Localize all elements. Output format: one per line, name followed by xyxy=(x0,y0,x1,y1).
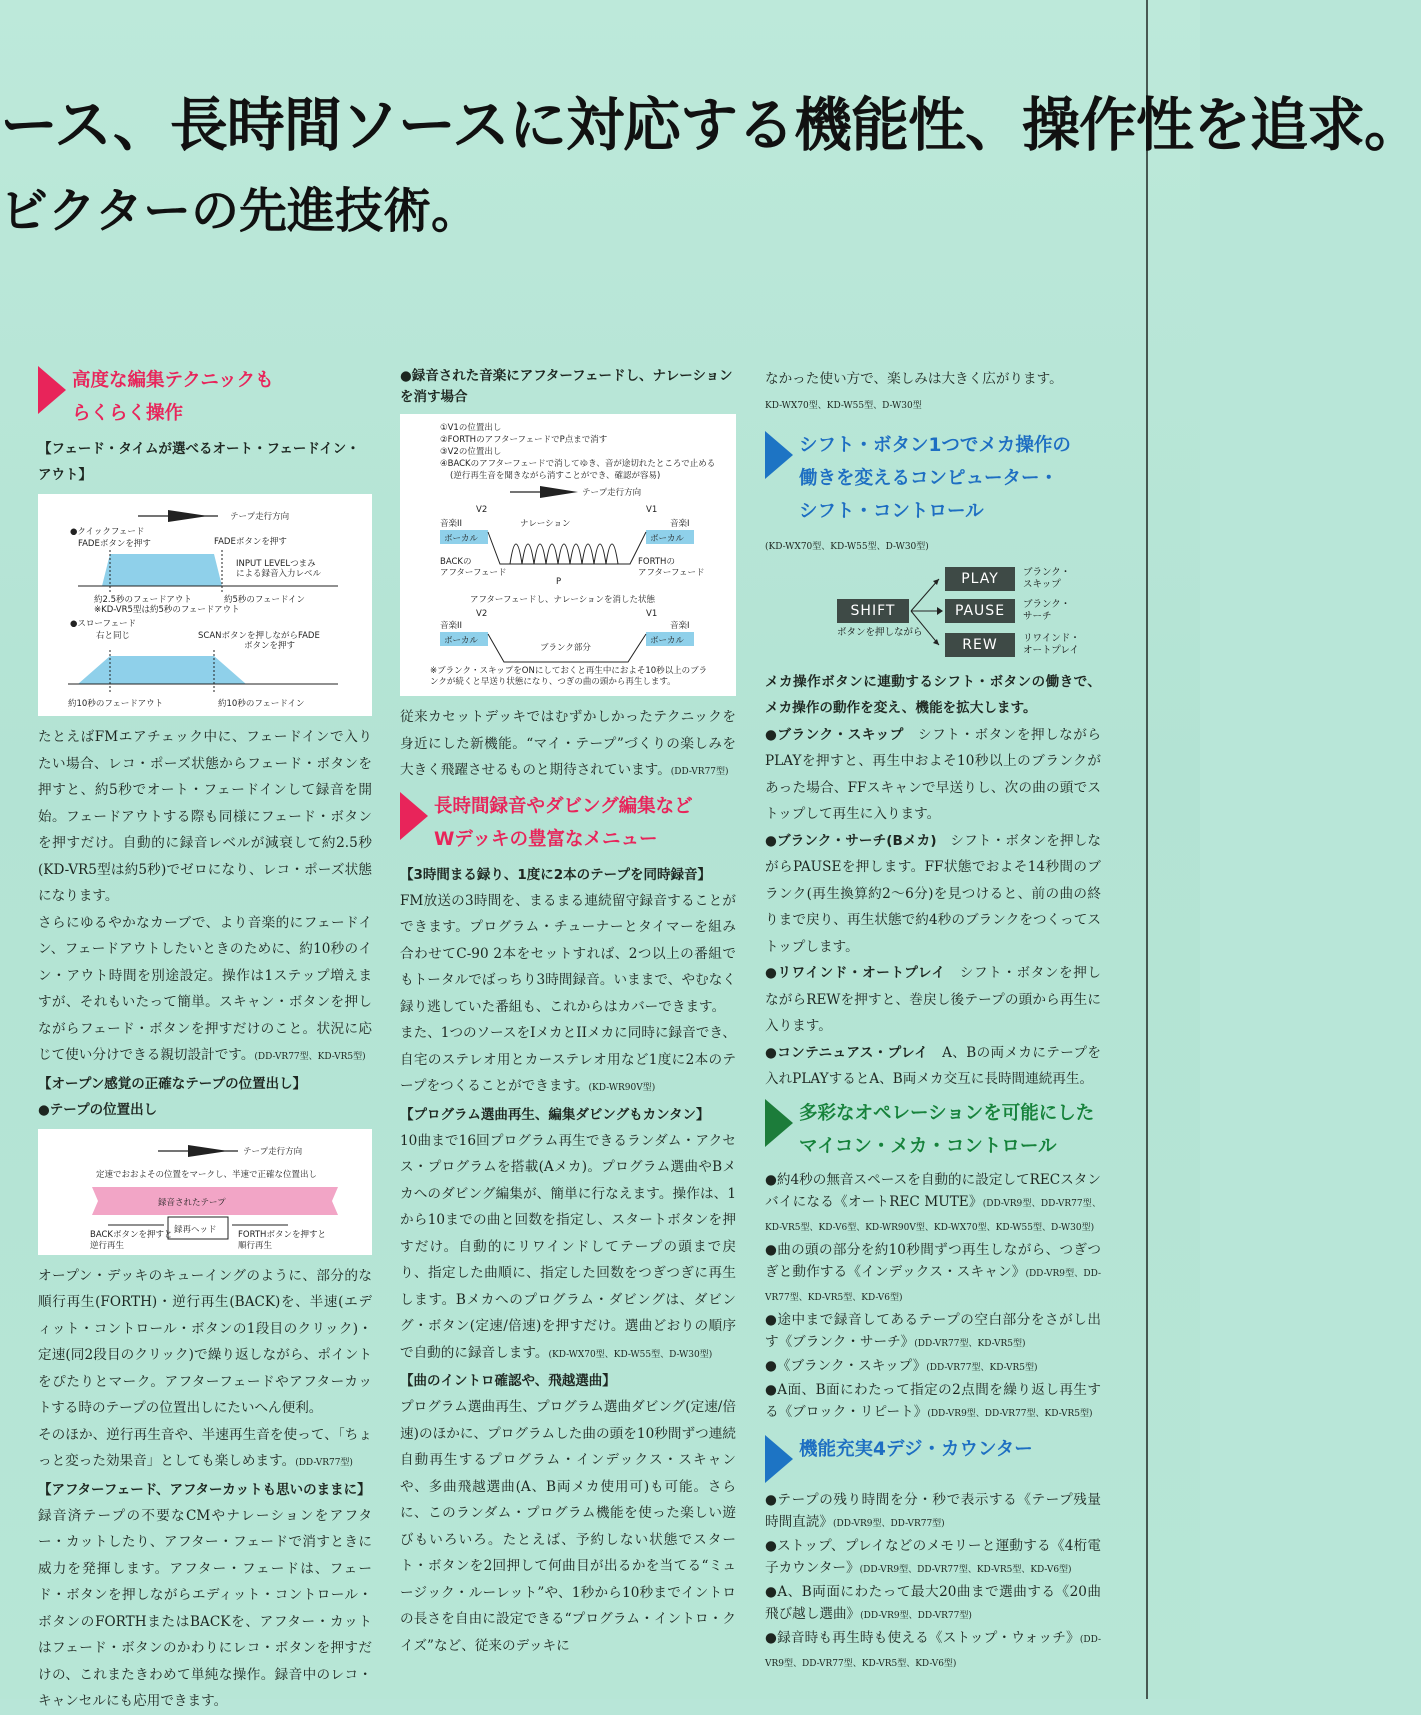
tape-position-diagram xyxy=(38,1129,372,1255)
tape-position-svg xyxy=(38,1129,372,1255)
fig3-v1: V1 xyxy=(646,505,658,515)
feature-text: ●途中まで録音してあるテープの空白部分をさがし出す《ブランク・サーチ》 xyxy=(765,1311,1101,1350)
fig2-mark: 定速でおおよその位置をマークし、半速で正確な位置出し xyxy=(96,1169,318,1180)
fig1-vr5: ※KD-VR5型は約5秒のフェードアウト xyxy=(94,605,240,615)
paragraph-text: さらにゆるやかなカーブで、より音楽的にフェードイン、フェードアウトしたいときのために、約10秒のイン・アウト時間を別途設定。操作は1ステップ増えますが、それもいたって簡単。スキャン・ボタンを押しながらフェード・ボタンを押すだけのこと。状況に応じて使い分けできる親切設計です。 xyxy=(38,914,372,1063)
shift-diagram xyxy=(765,565,1101,661)
feature-item xyxy=(765,1535,1101,1581)
column-2 xyxy=(400,366,736,1659)
lead-bullet: ●録音された音楽にアフターフェードし、ナレーションを消す場合 xyxy=(400,368,733,405)
fig3-music2: 音楽II xyxy=(440,621,463,631)
model-note: (DD-VR9型、DD-VR77型、KD-VR5型、KD-V6型) xyxy=(765,1268,1101,1303)
fig2-direction: テープ走行方向 xyxy=(243,1146,303,1157)
subheading-tape-position: ●テープの位置出し xyxy=(38,1101,158,1118)
fig1-direction: テープ走行方向 xyxy=(230,512,290,522)
model-note: (DD-VR77型、KD-VR5型) xyxy=(254,1052,366,1062)
paragraph xyxy=(400,704,736,786)
bullet-item xyxy=(765,828,1101,961)
model-note: (DD-VR77型、KD-VR5型) xyxy=(926,1362,1038,1373)
paragraph: なかった使い方で、楽しみは大きく広がります。 xyxy=(765,371,1063,387)
shift-caption: ボタンを押しながら xyxy=(837,626,923,638)
paragraph-text: 従来カセットデッキではむずかしかったテクニックを身近にした新機能。“マイ・テープ”づくりの楽しみを大きく飛躍させるものと期待されています。 xyxy=(400,709,736,778)
fig3-back-af: BACKの xyxy=(440,557,472,567)
triangle-marker-icon xyxy=(765,1099,793,1147)
model-note: (KD-WR90V型) xyxy=(588,1083,656,1093)
section-title-line: シフト・コントロール xyxy=(799,501,984,522)
column-1 xyxy=(38,360,372,1715)
fig3-forth-af: FORTHの xyxy=(638,557,675,567)
triangle-marker-icon xyxy=(38,366,66,414)
model-note: (DD-VR9型、DD-VR77型、KD-VR5型、KD-V6型、KD-WR90V型、KD-WX70型、KD-W55型、D-W30型) xyxy=(765,1198,1102,1233)
bullet-item xyxy=(765,960,1101,1040)
fig3-vocal: ボーカル xyxy=(650,636,684,646)
model-note: (DD-VR9型、DD-VR77型、KD-VR5型、KD-V6型) xyxy=(859,1564,1072,1575)
fig1-fade-btn: FADEボタンを押す xyxy=(78,539,151,549)
fig3-blank: ブランク部分 xyxy=(540,643,591,653)
feature-item xyxy=(765,1355,1101,1379)
section-title-line: Wデッキの豊富なメニュー xyxy=(434,828,658,850)
feature-item xyxy=(765,1239,1101,1309)
section-title-line: 機能充実4デジ・カウンター xyxy=(799,1438,1033,1460)
model-note: (DD-VR9型、DD-VR77型、KD-VR5型、KD-V6型) xyxy=(765,1634,1101,1669)
paragraph-text: また、1つのソースをIメカとIIメカに同時に録音でき、自宅のステレオ用とカーステレオ用など1度に2本のテープをつくることができます。 xyxy=(400,1025,736,1094)
fig1-fadein10: 約10秒のフェードイン xyxy=(218,699,305,709)
feature-text: ●曲の頭の部分を約10秒間ずつ再生しながら、つぎつぎと動作する《インデックス・スキャン》 xyxy=(765,1241,1101,1280)
fig2-tape: 録音されたテープ xyxy=(158,1197,226,1208)
feature-item xyxy=(765,1309,1101,1355)
fig3-p: P xyxy=(556,577,562,587)
section-heading-shift xyxy=(765,429,1101,528)
paragraph xyxy=(400,1020,736,1102)
fig3-v1: V1 xyxy=(646,609,658,619)
paragraph-text: 10曲まで16回プログラム再生できるランダム・アクセス・プログラムを搭載(Aメカ)。プログラム選曲やBメカへのダビング編集が、簡単に行なえます。操作は、1から10までの曲と回数を指定し、スタートボタンを押すだけ。自動的にリワインドしてテープの頭まで戻り、指定した曲順に、指定した回数をつぎつぎに再生します。Bメカへのプログラム・ダビングは、ダビング・ボタン(定速/倍速)を押すだけ。選曲どおりの順序で自動的に録音します。 xyxy=(400,1132,736,1361)
model-note: (DD-VR77型、KD-VR5型) xyxy=(914,1338,1026,1349)
model-note: KD-WX70型、KD-W55型、D-W30型 xyxy=(765,400,922,411)
feature-text: ●《ブランク・スキップ》 xyxy=(765,1357,927,1374)
page-edge-line xyxy=(1146,0,1148,1699)
fig3-step: ②FORTHのアフターフェードでP点まで消す xyxy=(440,435,608,445)
feature-item xyxy=(765,1379,1101,1425)
paragraph: 録音済テープの不要なCMやナレーションをアフター・カットしたり、アフター・フェードで消すときに威力を発揮します。アフター・フェードは、フェード・ボタンを押しながらエディット・コントロール・ボタンのFORTHまたはBACKを、アフター・カットはフェード・ボタンのかわりにレコ・ボタンを押すだけの、これまたきわめて単純な操作。録音中のレコ・キャンセルにも応用できます。 xyxy=(38,1507,372,1709)
section-title-line: シフト・ボタン1つでメカ操作の xyxy=(799,435,1071,456)
subheading-fade: 【フェード・タイムが選べるオート・フェードイン・アウト】 xyxy=(38,441,360,483)
subheading-program: 【プログラム選曲再生、編集ダビングもカンタン】 xyxy=(400,1106,710,1123)
model-note: (KD-WX70型、KD-W55型、D-W30型) xyxy=(548,1349,713,1360)
shift-button-graphic: SHIFT xyxy=(837,599,909,623)
subheading-intro: 【曲のイントロ確認や、飛越選曲】 xyxy=(400,1373,616,1389)
rew-button-graphic: REW xyxy=(945,633,1015,657)
section-title-line: 多彩なオペレーションを可能にした xyxy=(799,1102,1095,1124)
fig3-step: ④BACKのアフターフェードで消してゆき、音が途切れたところで止める xyxy=(440,459,716,469)
headline: ース、長時間ソースに対応する機能性、操作性を追求。 xyxy=(0,91,1421,159)
feature-item xyxy=(765,1581,1101,1627)
fig1-scan-2: ボタンを押す xyxy=(244,641,296,651)
section-heading-wdeck xyxy=(400,790,736,856)
fig3-vocal: ボーカル xyxy=(650,534,684,544)
fig3-vocal: ボーカル xyxy=(444,636,478,646)
paragraph xyxy=(38,910,372,1071)
bullet-item xyxy=(765,1040,1101,1093)
feature-item xyxy=(765,1169,1101,1239)
fig3-note: ※ブランク・スキップをONにしておくと再生中におよそ10秒以上のブランクが続くと早送り状態になり、つぎの曲の頭から再生します。 xyxy=(430,666,708,687)
paragraph: FM放送の3時間を、まるまる連続留守録音することができます。プログラム・チューナーとタイマーを組み合わせてC-90 2本をセットすれば、2つ以上の番組でもトータルでばっちり3時間録音。いままで、やむなく録り逃していた番組も、これからはカバーできます。 xyxy=(400,892,736,1015)
triangle-marker-icon xyxy=(765,431,793,479)
model-note: (KD-WX70型、KD-W55型、D-W30型) xyxy=(765,542,929,552)
fig3-narration: ナレーション xyxy=(520,519,571,529)
bullet-text: シフト・ボタンを押しながらREWを押すと、巻戻し後テープの頭から再生に入ります。 xyxy=(765,965,1102,1034)
pause-button-graphic: PAUSE xyxy=(945,599,1015,623)
fig2-forth-1: FORTHボタンを押すと xyxy=(238,1229,326,1240)
fig3-after-title: アフターフェードし、ナレーションを消した状態 xyxy=(470,595,656,605)
fig1-fade-btn2: FADEボタンを押す xyxy=(214,537,287,547)
section-title-line: 働きを変えるコンピューター・ xyxy=(799,468,1059,489)
section-title-line: マイコン・メカ・コントロール xyxy=(799,1135,1057,1157)
fig3-v2: V2 xyxy=(476,609,488,619)
feature-text: ●録音時も再生時も使える《ストップ・ウォッチ》 xyxy=(765,1629,1080,1646)
fade-diagram xyxy=(38,494,372,716)
rew-label: リワインド・ オートプレイ xyxy=(1023,632,1080,656)
fig2-forth-2: 順行再生 xyxy=(238,1240,273,1251)
play-label: ブランク・ スキップ xyxy=(1023,566,1071,590)
bullet-title: ●リワインド・オートプレイ xyxy=(765,965,946,981)
bullet-text: A、Bの両メカにテープを入れPLAYするとA、B両メカ交互に長時間連続再生。 xyxy=(765,1044,1101,1087)
subheading-afterfade: 【アフターフェード、アフターカットも思いのままに】 xyxy=(38,1481,371,1498)
paragraph: たとえばFMエアチェック中に、フェードインで入りたい場合、レコ・ポーズ状態からフェード・ボタンを押すと、約5秒でオート・フェードインして録音を開始。フェードアウトする際も同様にフェード・ボタンを押すだけ。自動的に録音レベルが減衰して約2.5秒(KD-VR5型は約5秒)でゼロになり、レコ・ポーズ状態になります。 xyxy=(38,729,372,904)
fig3-music2: 音楽II xyxy=(440,519,463,529)
section-heading-editing xyxy=(38,364,372,430)
feature-text: ●A、B両面にわたって最大20曲まで選曲する《20曲飛び越し選曲》 xyxy=(765,1583,1101,1622)
subheadline: ビクターの先進技術。 xyxy=(0,183,480,239)
section-title-line: 長時間録音やダビング編集など xyxy=(434,795,693,817)
fig1-same: 右と同じ xyxy=(96,631,131,641)
fade-diagram-svg xyxy=(38,494,372,716)
section-title-line: らくらく操作 xyxy=(72,403,184,424)
subheading-position: 【オープン感覚の正確なテープの位置出し】 xyxy=(38,1075,307,1092)
shift-arrows-svg xyxy=(909,565,945,661)
fig2-back-1: BACKボタンを押すと xyxy=(90,1229,173,1240)
fig1-scan-1: SCANボタンを押しながらFADE xyxy=(198,631,320,641)
section-heading-micon xyxy=(765,1097,1101,1163)
fig2-back-2: 逆行再生 xyxy=(90,1240,125,1251)
column-3 xyxy=(765,366,1101,1675)
feature-text: ●テープの残り時間を分・秒で表示する《テープ残量時間直読》 xyxy=(765,1491,1101,1530)
triangle-marker-icon xyxy=(765,1435,793,1483)
fig1-input-level-1: INPUT LEVELつまみ xyxy=(236,559,316,569)
fig1-slow: ●スローフェード xyxy=(70,619,137,629)
feature-item xyxy=(765,1489,1101,1535)
feature-text: ●A面、B面にわたって指定の2点間を繰り返し再生する《ブロック・リピート》 xyxy=(765,1381,1101,1420)
fig1-fadeout25: 約2.5秒のフェードアウト xyxy=(94,595,192,605)
afterfade-svg xyxy=(400,414,726,696)
fig3-direction: テープ走行方向 xyxy=(582,488,642,498)
paragraph: オープン・デッキのキューイングのように、部分的な順行再生(FORTH)・逆行再生(BACK)を、半速(エディット・コントロール・ボタンの1段目のクリック)・定速(同2段目のクリック)で繰り返しながら、ポイントをぴたりとマーク。アフターフェードやアフターカットする時のテープの位置出しにたいへん便利。 xyxy=(38,1267,372,1416)
section-heading-counter xyxy=(765,1433,1101,1483)
paragraph: メカ操作ボタンに連動するシフト・ボタンの働きで、メカ操作の動作を変え、機能を拡大します。 xyxy=(765,673,1101,716)
subheading-3hour: 【3時間まる録り、1度に2本のテープを同時録音】 xyxy=(400,866,712,883)
bullet-title: ●ブランク・スキップ xyxy=(765,726,904,743)
bullet-item xyxy=(765,722,1101,828)
pause-label: ブランク・ サーチ xyxy=(1023,598,1071,622)
fig3-step: ①V1の位置出し xyxy=(440,423,502,433)
bullet-title: ●コンテニュアス・プレイ xyxy=(765,1044,929,1061)
paragraph xyxy=(38,1422,372,1477)
model-note: (DD-VR77型) xyxy=(295,1458,353,1468)
fig1-quick: ●クイックフェード xyxy=(70,527,145,537)
feature-text: ●約4秒の無音スペースを自動的に設定してRECスタンバイになる《オートREC MUTE》 xyxy=(765,1171,1101,1210)
fig3-step: (逆行再生音を聞きながら消すことができ、確認が容易) xyxy=(450,471,661,481)
section-title-line: 高度な編集テクニックも xyxy=(72,370,274,391)
fig3-music1: 音楽I xyxy=(670,621,690,631)
fig1-input-level-2: による録音入力レベル xyxy=(236,569,322,579)
paragraph xyxy=(400,1128,736,1369)
fig3-forth-af: アフターフェード xyxy=(638,568,705,578)
feature-text: ●ストップ、プレイなどのメモリーと運動する《4桁電子カウンター》 xyxy=(765,1537,1101,1576)
model-note: (DD-VR9型、DD-VR77型) xyxy=(832,1518,945,1529)
fig3-v2: V2 xyxy=(476,505,488,515)
feature-item xyxy=(765,1627,1101,1675)
paragraph: プログラム選曲再生、プログラム選曲ダビング(定速/倍速)のほかに、プログラムした曲の頭を10秒間ずつ連続自動再生するプログラム・インデックス・スキャンや、多曲飛越選曲(A、B両メカ使用可)も可能。さらに、このランダム・プログラム機能を使った楽しい遊びもいろいろ。たとえば、予約しない状態でスタート・ボタンを2回押して何曲目が出るかを当てる“ミュージック・ルーレット”や、1秒から10秒までイントロの長さを自由に設定できる“プログラム・イントロ・クイズ”など、従来のデッキに xyxy=(400,1399,736,1654)
bullet-text: シフト・ボタンを押しながらPAUSEを押します。FF状態でおよそ14秒間のブランク(再生換算約2〜6分)を見つけると、前の曲の終りまで戻り、再生状態で約4秒のブランクをつくってストップします。 xyxy=(765,832,1101,955)
fig3-step: ③V2の位置出し xyxy=(440,447,502,457)
fig2-head: 録再ヘッド xyxy=(174,1224,217,1235)
play-button-graphic: PLAY xyxy=(945,567,1015,591)
triangle-marker-icon xyxy=(400,792,428,840)
fig1-fadein5: 約5秒のフェードイン xyxy=(224,595,306,605)
afterfade-diagram xyxy=(400,414,736,696)
fig3-vocal: ボーカル xyxy=(444,534,478,544)
model-note: (DD-VR9型、DD-VR77型、KD-VR5型) xyxy=(927,1408,1093,1419)
fig1-fadeout10: 約10秒のフェードアウト xyxy=(68,699,164,709)
fig3-back-af: アフターフェード xyxy=(440,568,507,578)
model-note: (DD-VR77型) xyxy=(670,767,729,777)
bullet-title: ●ブランク・サーチ(Bメカ) xyxy=(765,832,937,849)
model-note: (DD-VR9型、DD-VR77型) xyxy=(860,1610,972,1621)
paragraph-text: そのほか、逆行再生音や、半速再生音を使って、「ちょっと変った効果音」としても楽しめます。 xyxy=(38,1426,372,1469)
bullet-text: シフト・ボタンを押しながらPLAYを押すと、再生中およそ10秒以上のブランクがあった場合、FFスキャンで早送りし、次の曲の頭でストップして再生に入ります。 xyxy=(765,726,1102,822)
fig3-music1: 音楽I xyxy=(670,519,690,529)
